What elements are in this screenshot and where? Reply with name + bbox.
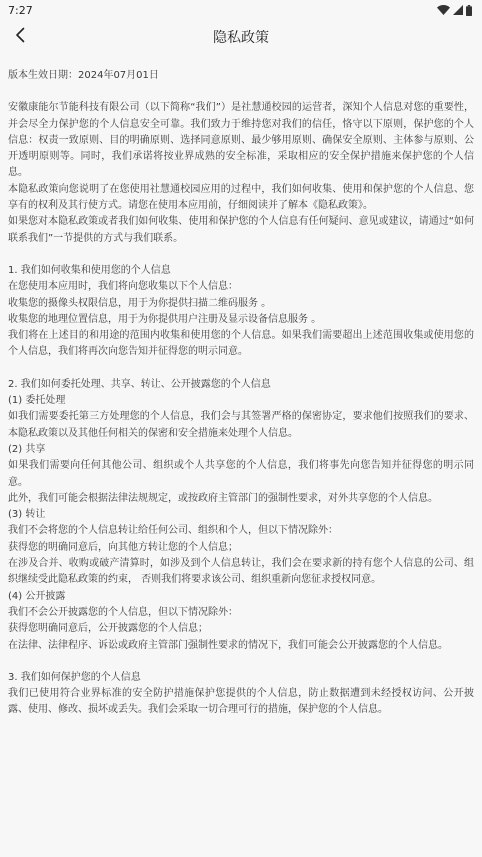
chevron-left-icon — [14, 27, 26, 47]
intro-paragraph-3: 如果您对本隐私政策或者我们如何收集、使用和保护您的个人信息有任何疑问、意见或建议，请通过“如何联系我们”一节提供的方式与我们联系。 — [8, 216, 474, 244]
section-2-2-title: (2) 共享 — [8, 443, 46, 455]
section-2-3-body-2: 获得您的明确同意后，向其他方转让您的个人信息； — [8, 541, 238, 553]
section-2-2-body-1: 如果我们需要向任何其他公司、组织或个人共享您的个人信息，我们将事先向您告知并征得您的明示同意。 — [8, 460, 474, 488]
section-2-4-body-2: 获得您明确同意后，公开披露您的个人信息； — [8, 623, 208, 635]
cellular-signal-icon — [453, 5, 463, 15]
effective-date: 版本生效日期：2024年07月01日 — [8, 70, 159, 81]
section-1-heading: 1. 我们如何收集和使用您的个人信息 — [8, 264, 171, 276]
section-3-body: 我们已使用符合业界标准的安全防护措施保护您提供的个人信息，防止数据遭到未经授权访问、公开披露、使用、修改、损坏或丢失。我们会采取一切合理可行的措施，保护您的个人信息。 — [8, 688, 474, 716]
section-2-4-body-3: 在法律、法律程序、诉讼或政府主管部门强制性要求的情况下，我们可能会公开披露您的个人信息。 — [8, 639, 448, 651]
section-3-heading: 3. 我们如何保护您的个人信息 — [8, 671, 141, 683]
section-1-note: 我们将在上述目的和用途的范围内收集和使用您的个人信息。如果我们需要超出上述范围收集或使用您的个人信息，我们将再次向您告知并征得您的明示同意。 — [8, 330, 474, 358]
status-icons — [437, 5, 472, 16]
section-2-1-title: (1) 委托处理 — [8, 395, 66, 407]
section-2-heading: 2. 我们如何委托处理、共享、转让、公开披露您的个人信息 — [8, 378, 271, 390]
section-2-2-body-2: 此外，我们可能会根据法律法规规定，或按政府主管部门的强制性要求，对外共享您的个人信息。 — [8, 492, 438, 504]
section-2-4-title: (4) 公开披露 — [8, 590, 66, 602]
section-2-3-body-3: 在涉及合并、收购或破产清算时，如涉及到个人信息转让，我们会在要求新的持有您个人信息的公司、组织继续受此隐私政策的约束， 否则我们将要求该公司、组织重新向您征求授权同意。 — [8, 558, 474, 586]
section-1-lead: 在您使用本应用时，我们将向您收集以下个人信息： — [8, 281, 238, 293]
section-1-item-camera: 收集您的摄像头权限信息，用于为你提供扫描二维码服务 。 — [8, 297, 272, 309]
section-1-item-location: 收集您的地理位置信息，用于为你提供用户注册及显示设备信息服务 。 — [8, 313, 322, 325]
intro-paragraph-2: 本隐私政策向您说明了在您使用社慧通校园应用的过程中，我们如何收集、使用和保护您的个人信息、您享有的权利及其行使方式。请您在使用本应用前，仔细阅读并了解本《隐私政策》。 — [8, 183, 474, 212]
section-2-3-body-1: 我们不会将您的个人信息转让给任何公司、组织和个人，但以下情况除外： — [8, 525, 338, 537]
page-title: 隐私政策 — [213, 30, 269, 46]
section-2-4-body-1: 我们不会公开披露您的个人信息，但以下情况除外： — [8, 606, 238, 618]
status-bar — [0, 0, 482, 20]
policy-content[interactable] — [0, 54, 482, 857]
nav-bar — [0, 20, 482, 54]
section-2-1-body: 如我们需要委托第三方处理您的个人信息，我们会与其签署严格的保密协定，要求他们按照我们的要求、本隐私政策以及其他任何相关的保密和安全措施来处理个人信息。 — [8, 411, 474, 439]
intro-paragraph-1: 安徽康能尔节能科技有限公司（以下简称“我们”）是社慧通校园的运营者，深知个人信息对您的重要性，并会尽全力保护您的个人信息安全可靠。我们致力于维持您对我们的信任，恪守以下原则，保护您的个人信息：权责一致原则、目的明确原则、选择同意原则、最少够用原则、确保安全原则、主体参与原则、公开透明原则等。同时，我们承诺将按业界成熟的安全标准，采取相应的安全保护措施来保护您的个人信息。 — [8, 102, 474, 179]
section-2-3-title: (3) 转让 — [8, 509, 46, 521]
battery-icon — [466, 5, 472, 16]
status-time: 7:27 — [8, 3, 33, 17]
wifi-icon — [437, 5, 450, 15]
back-button[interactable] — [6, 23, 34, 51]
